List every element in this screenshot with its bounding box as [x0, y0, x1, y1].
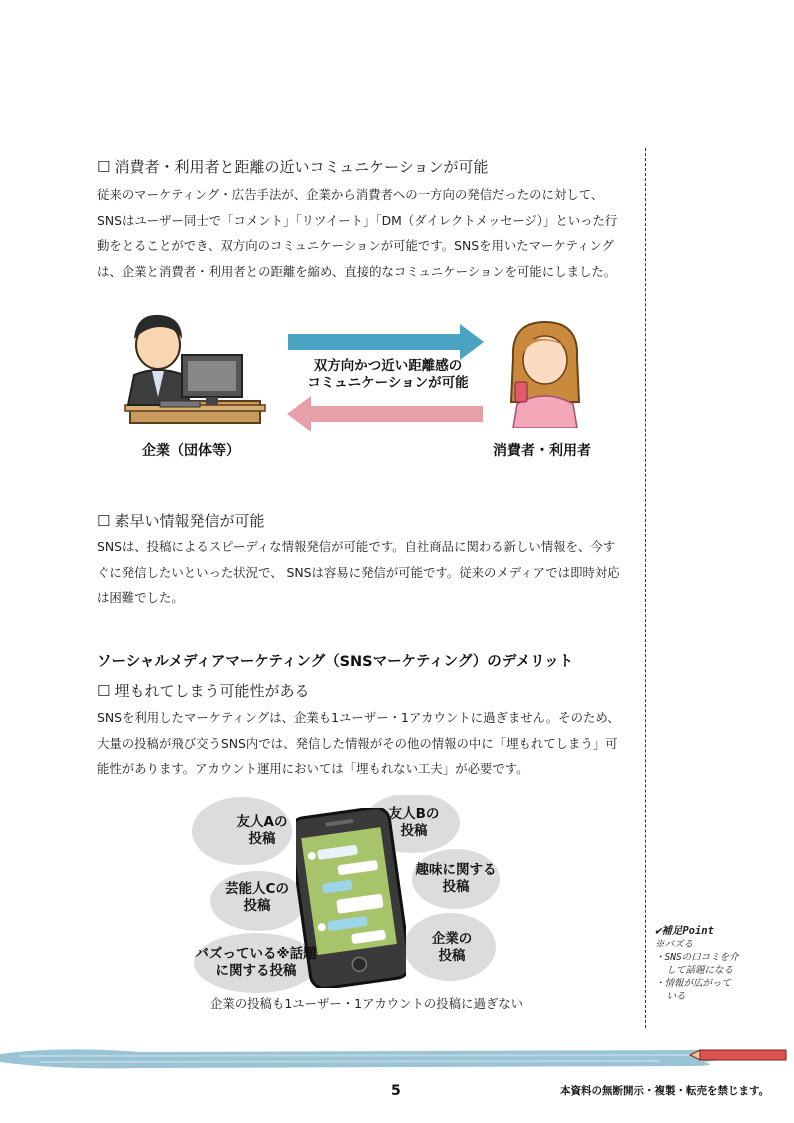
checkbox-icon: ☐	[97, 682, 111, 700]
copyright-notice: 本資料の無断開示・複製・転売を禁じます。	[560, 1085, 770, 1097]
diagram-caption: 企業の投稿も1ユーザー・1アカウントの投稿に過ぎない	[210, 996, 524, 1011]
page-number: 5	[391, 1083, 401, 1099]
bubble-company: 企業の 投稿	[431, 931, 473, 964]
section-body-communication: 従来のマーケティング・広告手法が、企業から消費者への一方向の発信だったのに対して、SNSはユーザー同士で「コメント」「リツイート」「DM（ダイレクトメッセージ）」といった行動をとることができ、双方向のコミュニケーションが可能です。SNSを用いたマーケティングは、企業と消費者・利用者との距離を縮め、直接的なコミュニケーションを可能にしました。	[97, 187, 618, 279]
checkbox-icon: ☐	[97, 512, 111, 530]
brush-stroke-decoration	[0, 1040, 794, 1074]
section-heading-buried: ☐ 埋もれてしまう可能性がある	[97, 682, 310, 700]
bubble-celebrity-c: 芸能人Cの 投稿	[225, 881, 289, 914]
demerit-title: ソーシャルメディアマーケティング（SNSマーケティング）のデメリット	[97, 654, 574, 670]
arrow-caption: 双方向かつ近い距離感の コミュニケーションが可能	[307, 358, 469, 391]
checkbox-icon: ☐	[97, 158, 111, 176]
bubble-hobby: 趣味に関する 投稿	[415, 862, 497, 895]
business-person-illustration	[120, 305, 270, 435]
side-note	[655, 925, 765, 1003]
consumer-label: 消費者・利用者	[493, 443, 591, 459]
bubble-friend-b: 友人Bの 投稿	[388, 806, 440, 839]
arrow-left	[285, 394, 485, 434]
side-note-item: ・情報が広がって	[655, 978, 732, 989]
arrow-right	[288, 322, 488, 362]
side-note-item: ・SNSの口コミを介	[655, 952, 739, 963]
section-body-speed: SNSは、投稿によるスピーディな情報発信が可能です。自社商品に関わる新しい情報を、今すぐに発信したいといった状況で、 SNSは容易に発信が可能です。従来のメディアでは即時対応は困難でした。	[97, 539, 620, 605]
side-note-item: して話題になる	[655, 965, 733, 976]
section-body-buried: SNSを利用したマーケティングは、企業も1ユーザー・1アカウントに過ぎません。そのため、大量の投稿が飛び交うSNS内では、発信した情報がその他の情報の中に「埋もれてしまう」可能性があります。アカウント運用においては「埋もれない工夫」が必要です。	[97, 710, 620, 776]
side-note-item: いる	[655, 991, 686, 1002]
pencil-icon	[690, 1050, 786, 1060]
side-note-title: ✔補足Point	[655, 925, 714, 937]
side-divider	[645, 148, 646, 1028]
bubble-friend-a: 友人Aの 投稿	[236, 814, 288, 847]
side-note-mark: ※バズる	[655, 939, 694, 950]
consumer-illustration	[505, 318, 585, 428]
section-heading-communication: ☐ 消費者・利用者と距離の近いコミュニケーションが可能	[97, 158, 489, 176]
bubble-buzz: バズっている※話題 に関する投稿	[195, 946, 317, 979]
company-label: 企業（団体等）	[142, 443, 240, 459]
section-heading-speed: ☐ 素早い情報発信が可能	[97, 512, 265, 530]
